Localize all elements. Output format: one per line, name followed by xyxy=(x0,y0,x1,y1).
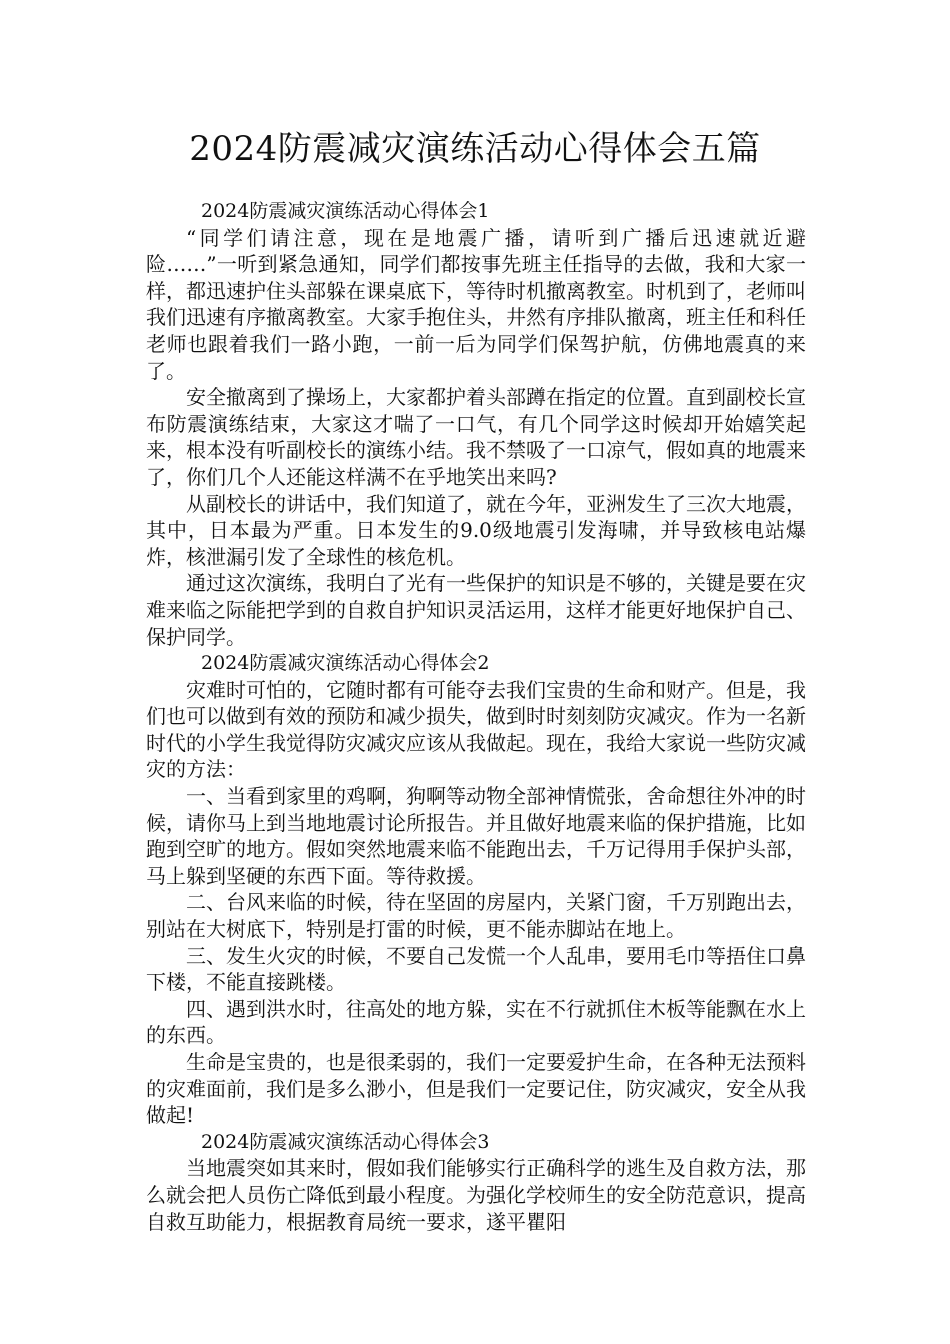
paragraph: 一、当看到家里的鸡啊，狗啊等动物全部神情慌张，舍命想往外冲的时候，请你马上到当地地震讨论所报告。并且做好地震来临的保护措施，比如跑到空旷的地方。假如突然地震来临不能跑出去，千万记得用手保护头部，马上躲到坚硬的东西下面。等待救援。 xyxy=(146,784,806,888)
document-title: 2024防震减灾演练活动心得体会五篇 xyxy=(189,129,761,169)
paragraph: 四、遇到洪水时，往高处的地方躲，实在不行就抓住木板等能飘在水上的东西。 xyxy=(146,996,806,1048)
document-body xyxy=(146,198,806,1235)
paragraph: 安全撤离到了操场上，大家都护着头部蹲在指定的位置。直到副校长宣布防震演练结束，大家这才喘了一口气，有几个同学这时候却开始嬉笑起来，根本没有听副校长的演练小结。我不禁吸了一口凉气，假如真的地震来了，你们几个人还能这样满不在乎地笑出来吗? xyxy=(146,385,806,489)
section-heading: 2024防震减灾演练活动心得体会2 xyxy=(201,652,490,675)
paragraph: 二、台风来临的时候，待在坚固的房屋内，关紧门窗，千万别跑出去，别站在大树底下，特别是打雷的时候，更不能赤脚站在地上。 xyxy=(146,890,806,942)
section-heading: 2024防震减灾演练活动心得体会3 xyxy=(201,1130,490,1153)
paragraph: “同学们请注意，现在是地震广播，请听到广播后迅速就近避险……”一听到紧急通知，同学们都按事先班主任指导的去做，我和大家一样，都迅速护住头部躲在课桌底下，等待时机撤离教室。时机到了，老师叫我们迅速有序撤离教室。大家手抱住头，井然有序排队撤离，班主任和科任老师也跟着我们一路小跑，一前一后为同学们保驾护航，仿佛地震真的来了。 xyxy=(146,225,806,383)
paragraph: 从副校长的讲话中，我们知道了，就在今年，亚洲发生了三次大地震，其中，日本最为严重。日本发生的9.0级地震引发海啸，并导致核电站爆炸，核泄漏引发了全球性的核危机。 xyxy=(146,491,806,569)
paragraph: 生命是宝贵的，也是很柔弱的，我们一定要爱护生命，在各种无法预料的灾难面前，我们是多么渺小，但是我们一定要记住，防灾减灾，安全从我做起! xyxy=(146,1050,806,1128)
paragraph: 当地震突如其来时，假如我们能够实行正确科学的逃生及自救方法，那么就会把人员伤亡降低到最小程度。为强化学校师生的安全防范意识，提高自救互助能力，根据教育局统一要求，遂平瞿阳 xyxy=(146,1156,806,1234)
section-heading: 2024防震减灾演练活动心得体会1 xyxy=(201,200,490,222)
paragraph: 通过这次演练，我明白了光有一些保护的知识是不够的，关键是要在灾难来临之际能把学到的自救自护知识灵活运用，这样才能更好地保护自己、保护同学。 xyxy=(146,571,806,649)
paragraph: 灾难时可怕的，它随时都有可能夺去我们宝贵的生命和财产。但是，我们也可以做到有效的预防和减少损失，做到时时刻刻防灾减灾。作为一名新时代的小学生我觉得防灾减灾应该从我做起。现在，我给大家说一些防灾减灾的方法： xyxy=(146,677,806,782)
paragraph: 三、发生火灾的时候，不要自己发慌一个人乱串，要用毛巾等捂住口鼻下楼，不能直接跳楼。 xyxy=(146,943,806,995)
